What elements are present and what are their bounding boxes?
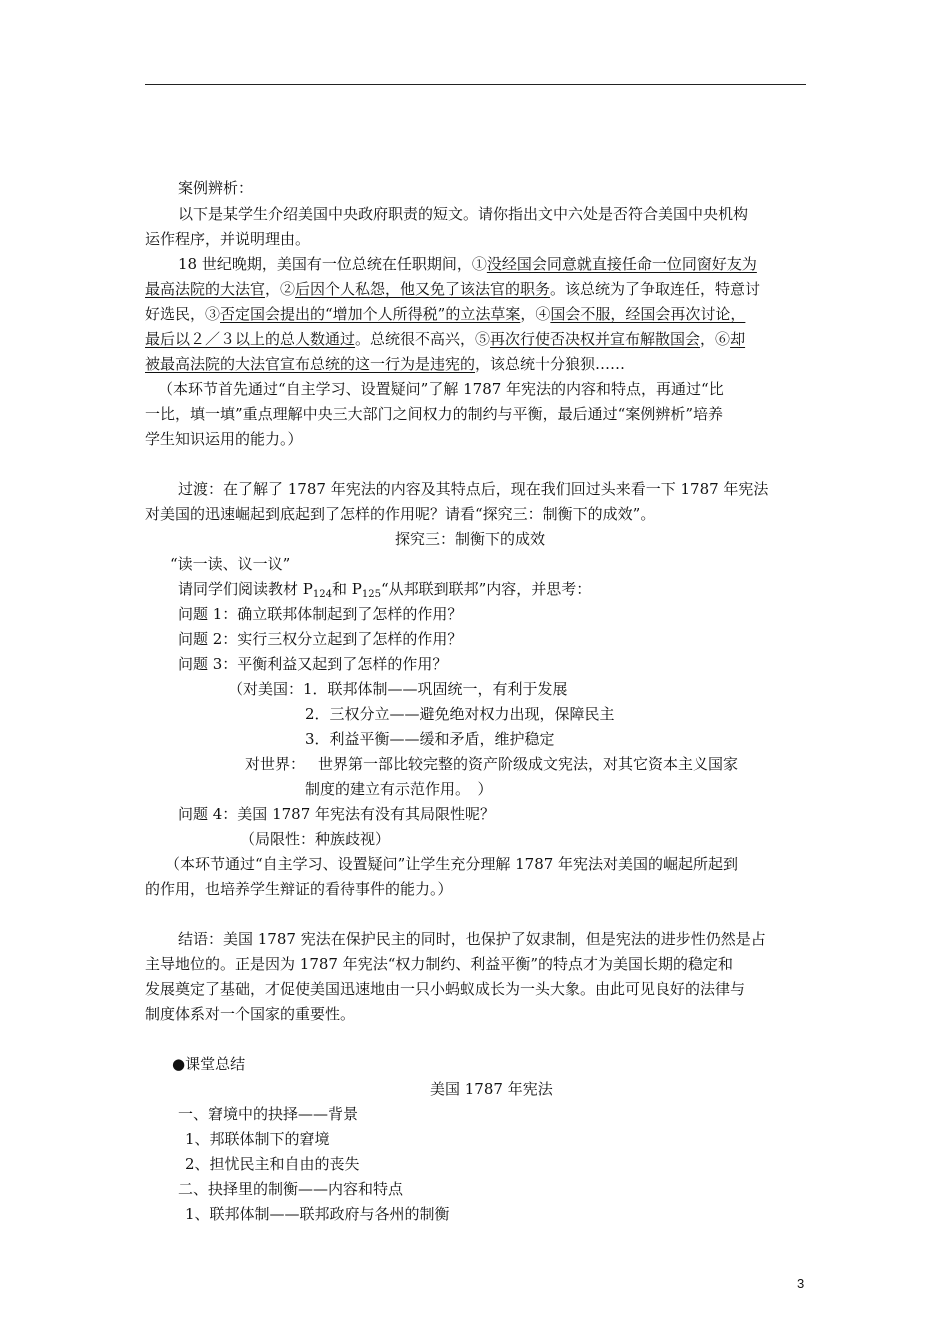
conclusion-line: 制度体系对一个国家的重要性。 bbox=[145, 1005, 356, 1023]
summary-item: 二、抉择里的制衡——内容和特点 bbox=[178, 1180, 404, 1198]
case-point-1: 没经国会同意就直接任命一位同窗好友为 bbox=[486, 255, 757, 273]
page-number: 3 bbox=[797, 1276, 805, 1291]
explore-note-line: （本环节通过“自主学习、设置疑问”让学生充分理解 1787 年宪法对美国的崛起所起到 bbox=[165, 855, 739, 873]
reading-instruction bbox=[178, 579, 591, 599]
case-text: 。总统很不高兴，⑤ bbox=[355, 330, 491, 348]
section-title: 探究三：制衡下的成效 bbox=[395, 530, 546, 548]
summary-subitem: 2、担忧民主和自由的丧失 bbox=[185, 1155, 360, 1173]
case-point-6-cont: 被最高法院的大法官宣布总统的这一行为是违宪的 bbox=[145, 355, 476, 373]
summary-heading: ●课堂总结 bbox=[172, 1055, 246, 1073]
case-note-line: 学生知识运用的能力。） bbox=[145, 430, 303, 448]
case-text: 好选民，③ bbox=[145, 305, 221, 323]
case-text: ，② bbox=[265, 280, 296, 298]
case-text: 18 世纪晚期，美国有一位总统在任职期间，① bbox=[178, 255, 487, 273]
conclusion-line: 发展奠定了基础，才促使美国迅速地由一只小蚂蚁成长为一头大象。由此可见良好的法律与 bbox=[145, 980, 746, 998]
question-4: 问题 4：美国 1787 年宪法有没有其局限性呢？ bbox=[178, 805, 496, 823]
answer-world-label: 对世界： bbox=[245, 755, 306, 773]
case-note-line: （本环节首先通过“自主学习、设置疑问”了解 1787 年宪法的内容和特点，再通过“比 bbox=[158, 380, 724, 398]
answer-world-line: 制度的建立有示范作用。 ） bbox=[305, 780, 493, 798]
case-text: ，④ bbox=[520, 305, 551, 323]
transition-line: 对美国的迅速崛起到底起到了怎样的作用呢？请看“探究三：制衡下的成效”。 bbox=[145, 505, 656, 523]
case-point-2: 后因个人私怨，他又免了该法官的职务 bbox=[295, 280, 551, 298]
header-rule bbox=[145, 84, 806, 85]
answer-world-line: 世界第一部比较完整的资产阶级成文宪法，对其它资本主义国家 bbox=[318, 755, 739, 773]
answer-4: （局限性：种族歧视） bbox=[240, 830, 391, 848]
case-point-1-cont: 最高法院的大法官 bbox=[145, 280, 266, 298]
case-point-4: 国会不服，经国会再次讨论， bbox=[550, 305, 746, 323]
case-text: 。该总统为了争取连任，特意讨 bbox=[550, 280, 761, 298]
case-intro-line: 以下是某学生介绍美国中央政府职责的短文。请你指出文中六处是否符合美国中央机构 bbox=[178, 205, 749, 223]
summary-subitem: 1、联邦体制——联邦政府与各州的制衡 bbox=[185, 1205, 450, 1223]
section-subtitle: “读一读、议一议” bbox=[170, 555, 291, 573]
summary-subitem: 1、邦联体制下的窘境 bbox=[185, 1130, 330, 1148]
conclusion-line: 主导地位的。正是因为 1787 年宪法“权力制约、利益平衡”的特点才为美国长期的稳定和 bbox=[145, 955, 734, 973]
summary-title: 美国 1787 年宪法 bbox=[430, 1080, 553, 1098]
case-intro-line: 运作程序，并说明理由。 bbox=[145, 230, 311, 248]
question-2: 问题 2：实行三权分立起到了怎样的作用？ bbox=[178, 630, 463, 648]
case-text-line bbox=[178, 254, 757, 274]
case-heading: 案例辨析： bbox=[178, 179, 254, 197]
answer-us-1: （对美国：1．联邦体制——巩固统一，有利于发展 bbox=[228, 680, 568, 698]
case-text-line bbox=[145, 354, 625, 374]
reading-text: 请同学们阅读教材 P bbox=[178, 580, 313, 598]
transition-line: 过渡：在了解了 1787 年宪法的内容及其特点后，现在我们回过头来看一下 1787 年宪法 bbox=[178, 480, 769, 498]
summary-item: 一、窘境中的抉择——背景 bbox=[178, 1105, 359, 1123]
case-text: ，该总统十分狼狈…… bbox=[475, 355, 626, 373]
question-1: 问题 1：确立联邦体制起到了怎样的作用？ bbox=[178, 605, 463, 623]
explore-note-line: 的作用，也培养学生辩证的看待事件的能力。） bbox=[145, 880, 453, 898]
reading-text: “从邦联到联邦”内容，并思考： bbox=[380, 580, 592, 598]
answer-us-3: 3．利益平衡——缓和矛盾，维护稳定 bbox=[305, 730, 555, 748]
case-text-line bbox=[145, 279, 760, 299]
case-note-line: 一比，填一填”重点理解中央三大部门之间权力的制约与平衡，最后通过“案例辨析”培养 bbox=[145, 405, 724, 423]
case-text: ，⑥ bbox=[700, 330, 731, 348]
question-3: 问题 3：平衡利益又起到了怎样的作用？ bbox=[178, 655, 448, 673]
case-text-line bbox=[145, 304, 745, 324]
page-ref: 124 bbox=[312, 589, 332, 600]
answer-us-2: 2．三权分立——避免绝对权力出现，保障民主 bbox=[305, 705, 615, 723]
case-point-5: 再次行使否决权并宣布解散国会 bbox=[490, 330, 701, 348]
case-point-4-cont: 最后以２／３以上的总人数通过 bbox=[145, 330, 356, 348]
case-point-3: 否定国会提出的“增加个人所得税”的立法草案 bbox=[220, 305, 521, 323]
case-text-line bbox=[145, 329, 745, 349]
conclusion-line: 结语：美国 1787 宪法在保护民主的同时，也保护了奴隶制，但是宪法的进步性仍然是占 bbox=[178, 930, 766, 948]
reading-text: 和 P bbox=[331, 580, 362, 598]
page-ref: 125 bbox=[361, 589, 381, 600]
case-point-6: 却 bbox=[730, 330, 746, 348]
